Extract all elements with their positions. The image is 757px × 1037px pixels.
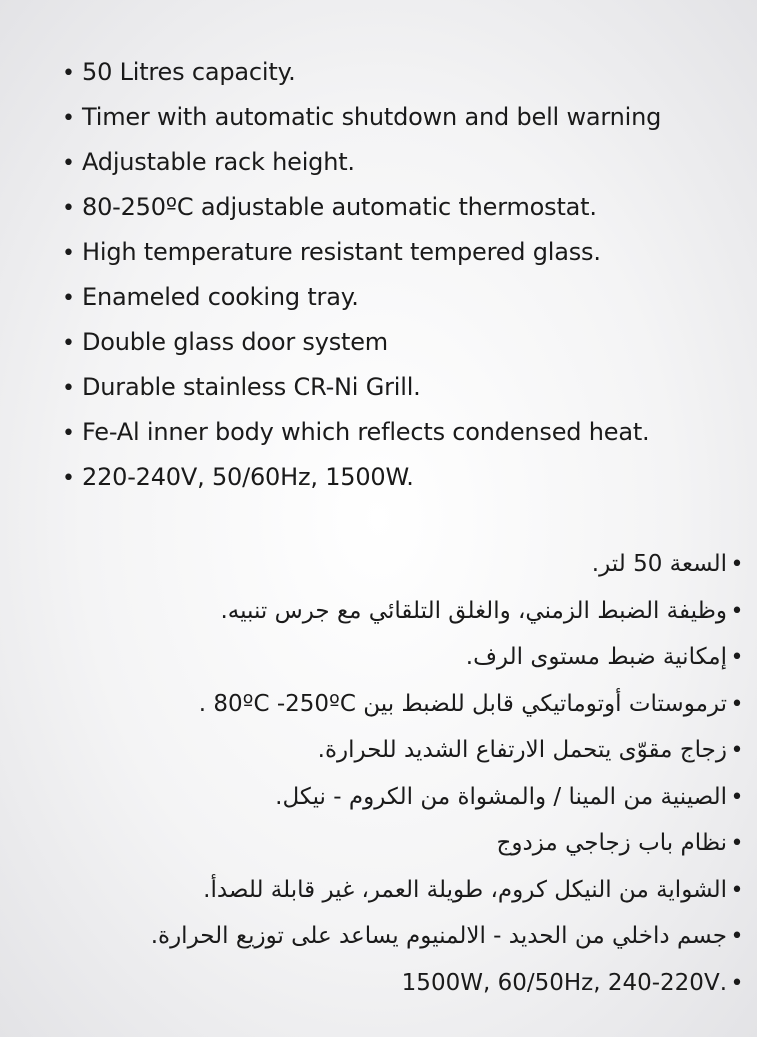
spec-text-ar: إمكانية ضبط مستوى الرف. bbox=[465, 644, 727, 670]
spec-text-en: Adjustable rack height. bbox=[82, 148, 355, 176]
list-item bbox=[62, 369, 757, 414]
list-item bbox=[62, 414, 757, 459]
bullet-icon: • bbox=[730, 691, 744, 717]
bullet-icon: • bbox=[730, 831, 744, 856]
spec-text-en: Fe-Al inner body which reflects condensed heat. bbox=[82, 418, 650, 446]
spec-text-ar: ترموستات أوتوماتيكي قابل للضبط بين 80ºC -250ºC . bbox=[198, 690, 727, 717]
list-item bbox=[62, 99, 757, 144]
bullet-icon: • bbox=[62, 61, 75, 86]
english-spec-list bbox=[62, 54, 757, 504]
bullet-icon: • bbox=[62, 196, 75, 221]
spec-text-en: High temperature resistant tempered glass. bbox=[82, 238, 601, 266]
bullet-icon: • bbox=[730, 970, 744, 996]
spec-text-en: Timer with automatic shutdown and bell warning bbox=[82, 103, 662, 131]
spec-text-en: 220-240V, 50/60Hz, 1500W. bbox=[82, 463, 414, 491]
bullet-icon: • bbox=[730, 924, 744, 949]
bullet-icon: • bbox=[730, 598, 744, 624]
list-item bbox=[62, 54, 757, 99]
list-item bbox=[62, 324, 757, 369]
spec-text-ar: زجاج مقوّى يتحمل الارتفاع الشديد للحرارة. bbox=[317, 737, 727, 763]
list-item bbox=[62, 234, 757, 279]
list-item bbox=[62, 189, 757, 234]
list-item bbox=[62, 144, 757, 189]
bullet-icon: • bbox=[730, 552, 744, 577]
list-item bbox=[0, 591, 747, 638]
list-item bbox=[0, 963, 747, 1010]
bullet-icon: • bbox=[730, 784, 744, 810]
bullet-icon: • bbox=[62, 466, 75, 491]
list-item bbox=[0, 684, 747, 731]
spec-text-ar: نظام باب زجاجي مزدوج bbox=[496, 830, 727, 856]
bullet-icon: • bbox=[62, 376, 75, 401]
bullet-icon: • bbox=[62, 151, 75, 176]
spec-text-ar: وظيفة الضبط الزمني، والغلق التلقائي مع جرس تنبيه. bbox=[220, 597, 727, 624]
bullet-icon: • bbox=[62, 421, 75, 446]
bullet-icon: • bbox=[62, 286, 75, 311]
list-item bbox=[62, 279, 757, 324]
spec-text-ar: الشواية من النيكل كروم، طويلة العمر، غير قابلة للصدأ. bbox=[203, 876, 727, 903]
bullet-icon: • bbox=[62, 106, 75, 131]
spec-text-en: 80-250ºC adjustable automatic thermostat. bbox=[82, 193, 597, 221]
list-item bbox=[0, 870, 747, 917]
arabic-spec-list bbox=[0, 544, 747, 1009]
list-item bbox=[0, 777, 747, 824]
spec-text-en: Double glass door system bbox=[82, 328, 388, 356]
spec-text-en: Enameled cooking tray. bbox=[82, 283, 359, 311]
spec-text-ar: الصينية من المينا / والمشواة من الكروم - نيكل. bbox=[275, 783, 727, 810]
spec-text-en: Durable stainless CR-Ni Grill. bbox=[82, 373, 421, 401]
bullet-icon: • bbox=[730, 645, 744, 670]
spec-text-en: 50 Litres capacity. bbox=[82, 58, 296, 86]
spec-text-ar: جسم داخلي من الحديد - الالمنيوم يساعد على توزيع الحرارة. bbox=[150, 923, 727, 949]
bullet-icon: • bbox=[730, 738, 744, 763]
list-item bbox=[0, 637, 747, 684]
spec-text-ar: .1500W, 60/50Hz, 240-220V bbox=[401, 969, 727, 996]
list-item bbox=[0, 544, 747, 591]
list-item bbox=[0, 823, 747, 870]
bullet-icon: • bbox=[62, 331, 75, 356]
bullet-icon: • bbox=[62, 241, 75, 266]
list-item bbox=[62, 459, 757, 504]
list-item bbox=[0, 730, 747, 777]
list-item bbox=[0, 916, 747, 963]
bullet-icon: • bbox=[730, 877, 744, 903]
spec-text-ar: السعة 50 لتر. bbox=[591, 551, 727, 577]
